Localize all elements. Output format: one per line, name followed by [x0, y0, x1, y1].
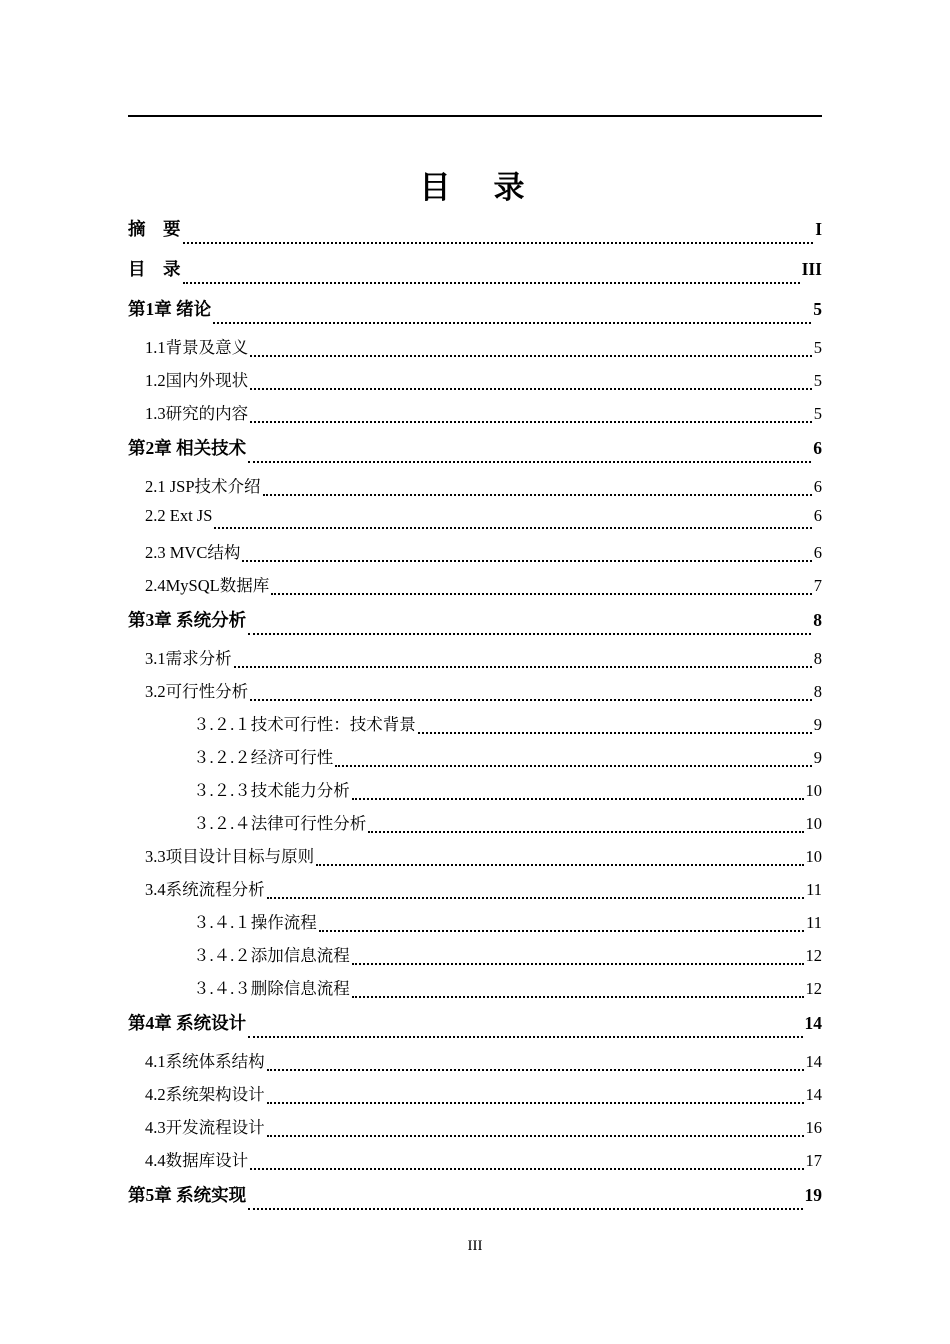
- toc-leader-dots: [250, 388, 812, 390]
- toc-leader-dots: [271, 593, 812, 595]
- toc-leader-dots: [352, 963, 804, 965]
- page-title: 目 录: [419, 170, 531, 205]
- toc-entry[interactable]: [128, 288, 822, 328]
- toc-entry-page: I: [815, 219, 822, 239]
- toc-entry-label: ３.２.２经济可行性: [193, 748, 334, 767]
- toc-entry[interactable]: [128, 1002, 822, 1042]
- toc-entry-page: 6: [813, 543, 822, 562]
- toc-entry[interactable]: [128, 936, 822, 969]
- toc-entry[interactable]: [128, 533, 822, 566]
- toc-entry-label: ３.２.３技术能力分析: [193, 781, 350, 800]
- toc-entry-label: 2.3 MVC结构: [145, 543, 241, 562]
- toc-leader-dots: [335, 765, 812, 767]
- toc-entry[interactable]: [128, 1075, 822, 1108]
- toc-entry[interactable]: [128, 328, 822, 361]
- toc-leader-dots: [267, 1069, 804, 1071]
- toc-entry-label: 第5章 系统实现: [128, 1185, 247, 1205]
- toc-leader-dots: [250, 355, 812, 357]
- toc-leader-dots: [352, 798, 804, 800]
- toc-entry-page: 6: [813, 506, 822, 525]
- toc-leader-dots: [250, 699, 812, 701]
- toc-leader-dots: [267, 897, 804, 899]
- toc-entry-page: 5: [813, 404, 822, 423]
- toc-leader-dots: [250, 1168, 803, 1170]
- toc-list: [128, 208, 822, 1214]
- toc-entry-label: 3.3项目设计目标与原则: [145, 847, 315, 866]
- toc-entry[interactable]: [128, 566, 822, 599]
- toc-entry-page: 12: [805, 946, 822, 965]
- toc-leader-dots: [248, 633, 811, 635]
- toc-entry-label: ３.２.１技术可行性：技术背景: [193, 715, 416, 734]
- toc-entry-label: 第4章 系统设计: [128, 1013, 247, 1033]
- toc-entry-label: 3.4系统流程分析: [145, 880, 265, 899]
- toc-entry[interactable]: [128, 248, 822, 288]
- toc-entry[interactable]: [128, 427, 822, 467]
- toc-entry-label: 2.2 Ext JS: [145, 506, 213, 525]
- toc-leader-dots: [234, 666, 812, 668]
- toc-entry-page: 14: [805, 1085, 822, 1104]
- toc-entry-label: ３.４.３删除信息流程: [193, 979, 350, 998]
- toc-entry-page: 8: [813, 649, 822, 668]
- toc-entry-page: 11: [806, 880, 822, 899]
- toc-entry-label: 2.4MySQL数据库: [145, 576, 270, 595]
- toc-entry-label: ３.４.１操作流程: [193, 913, 317, 932]
- toc-entry[interactable]: [128, 705, 822, 738]
- toc-entry[interactable]: [128, 1141, 822, 1174]
- toc-entry-label: 第1章 绪论: [128, 299, 212, 319]
- toc-entry-page: 12: [805, 979, 822, 998]
- toc-leader-dots: [352, 996, 804, 998]
- toc-entry-label: 目 录: [128, 259, 181, 279]
- toc-entry-page: 5: [813, 338, 822, 357]
- toc-entry[interactable]: [128, 804, 822, 837]
- toc-leader-dots: [267, 1102, 804, 1104]
- toc-entry-page: III: [801, 259, 822, 279]
- toc-entry-label: 第2章 相关技术: [128, 438, 247, 458]
- toc-entry-page: 6: [813, 438, 822, 458]
- toc-leader-dots: [250, 421, 812, 423]
- toc-entry[interactable]: [128, 394, 822, 427]
- toc-entry-page: 10: [805, 847, 822, 866]
- toc-leader-dots: [248, 1036, 802, 1038]
- toc-leader-dots: [263, 494, 812, 496]
- toc-entry[interactable]: [128, 1174, 822, 1214]
- toc-entry[interactable]: [128, 599, 822, 639]
- header-rule: [128, 115, 822, 117]
- toc-entry-label: 1.1背景及意义: [145, 338, 249, 357]
- toc-entry-label: 第3章 系统分析: [128, 610, 247, 630]
- toc-entry[interactable]: [128, 969, 822, 1002]
- toc-leader-dots: [248, 1208, 802, 1210]
- toc-entry-page: 6: [813, 477, 822, 496]
- toc-entry[interactable]: [128, 1108, 822, 1141]
- toc-entry-label: ３.２.４法律可行性分析: [193, 814, 367, 833]
- toc-entry[interactable]: [128, 771, 822, 804]
- toc-entry[interactable]: [128, 837, 822, 870]
- toc-entry-page: 9: [813, 748, 822, 767]
- toc-entry-label: 4.2系统架构设计: [145, 1085, 265, 1104]
- toc-entry[interactable]: [128, 639, 822, 672]
- toc-leader-dots: [368, 831, 803, 833]
- toc-entry[interactable]: [128, 870, 822, 903]
- toc-entry[interactable]: [128, 1042, 822, 1075]
- toc-entry-page: 8: [813, 610, 822, 630]
- toc-entry[interactable]: [128, 467, 822, 500]
- toc-entry-label: 4.1系统体系结构: [145, 1052, 265, 1071]
- toc-entry-page: 14: [805, 1052, 822, 1071]
- toc-leader-dots: [214, 527, 811, 529]
- toc-entry[interactable]: [128, 361, 822, 394]
- toc-entry-page: 11: [806, 913, 822, 932]
- toc-entry-label: 2.1 JSP技术介绍: [145, 477, 261, 496]
- toc-leader-dots: [183, 282, 800, 284]
- toc-entry-label: 4.4数据库设计: [145, 1151, 249, 1170]
- toc-entry[interactable]: [128, 500, 822, 533]
- toc-leader-dots: [316, 864, 803, 866]
- toc-entry-page: 8: [813, 682, 822, 701]
- footer-page-number: III: [467, 1238, 483, 1254]
- toc-entry-page: 10: [805, 814, 822, 833]
- toc-entry-label: 摘 要: [128, 219, 181, 239]
- toc-leader-dots: [213, 322, 811, 324]
- toc-entry-page: 5: [813, 299, 822, 319]
- toc-leader-dots: [242, 560, 811, 562]
- toc-entry-page: 10: [805, 781, 822, 800]
- toc-leader-dots: [248, 461, 811, 463]
- toc-entry-page: 17: [805, 1151, 822, 1170]
- toc-entry-label: 1.3研究的内容: [145, 404, 249, 423]
- toc-entry[interactable]: [128, 208, 822, 248]
- toc-entry-page: 7: [813, 576, 822, 595]
- toc-entry-page: 16: [805, 1118, 822, 1137]
- toc-leader-dots: [418, 732, 812, 734]
- toc-entry-label: 1.2国内外现状: [145, 371, 249, 390]
- toc-entry[interactable]: [128, 738, 822, 771]
- toc-leader-dots: [319, 930, 804, 932]
- toc-leader-dots: [183, 242, 814, 244]
- toc-entry-page: 9: [813, 715, 822, 734]
- toc-leader-dots: [267, 1135, 804, 1137]
- toc-entry[interactable]: [128, 903, 822, 936]
- toc-entry-label: 3.2可行性分析: [145, 682, 249, 701]
- toc-entry-page: 5: [813, 371, 822, 390]
- toc-entry[interactable]: [128, 672, 822, 705]
- toc-entry-label: 3.1需求分析: [145, 649, 232, 668]
- toc-entry-page: 14: [804, 1013, 822, 1033]
- toc-entry-page: 19: [804, 1185, 822, 1205]
- toc-entry-label: 4.3开发流程设计: [145, 1118, 265, 1137]
- toc-entry-label: ３.４.２添加信息流程: [193, 946, 350, 965]
